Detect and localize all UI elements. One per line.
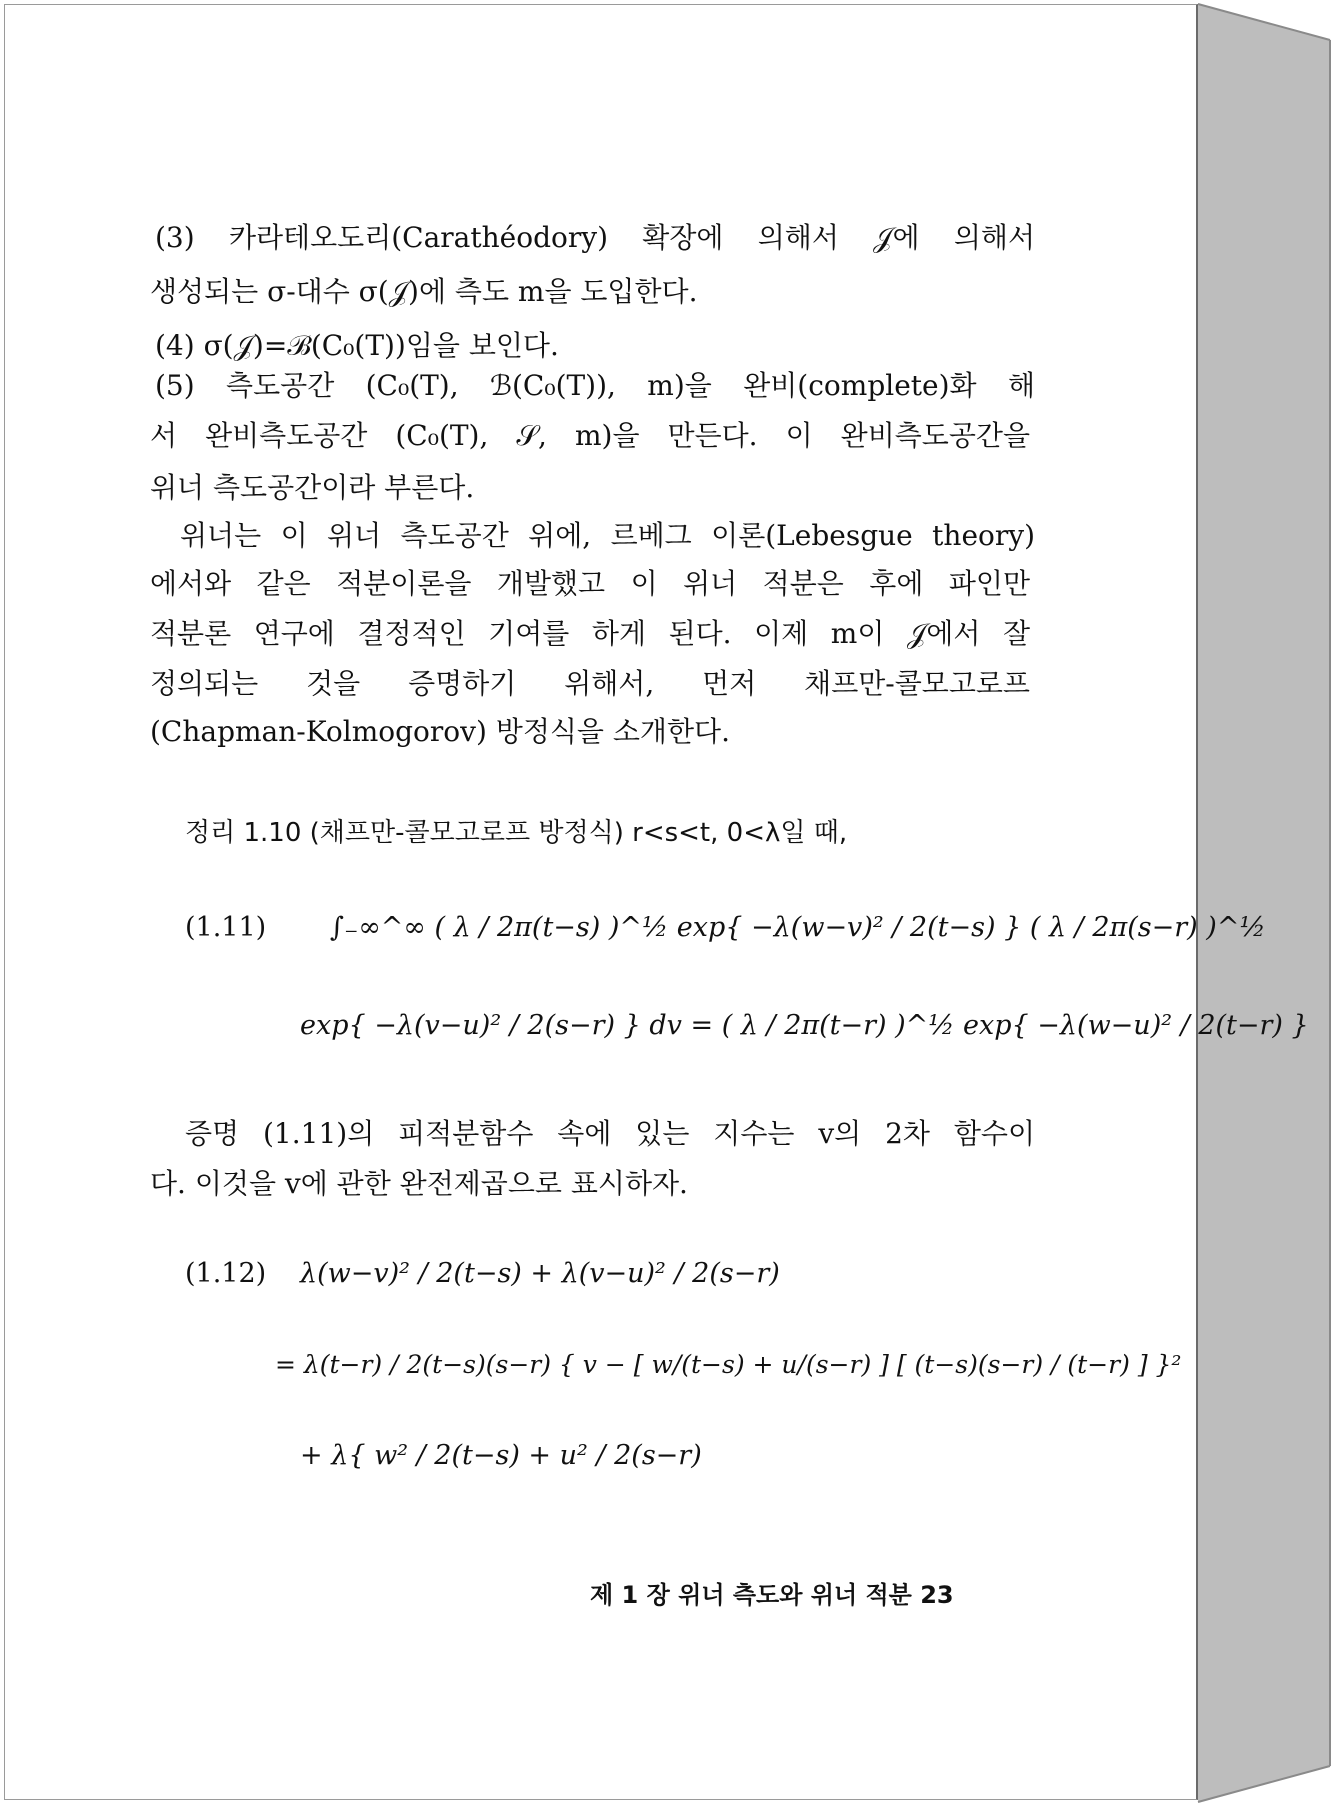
paragraph-line-4: (5) 측도공간 (C₀(T), ℬ(C₀(T)), m)을 완비(complete)화 해 [155,369,1035,402]
theorem-heading: 정리 1.10 (채프만-콜모고로프 방정식) r<s<t, 0<λ일 때, [185,818,848,848]
paragraph-line-10: 정의되는 것을 증명하기 위해서, 먼저 채프만-콜모고로프 [150,667,1030,700]
page-footer: 제 1 장 위너 측도와 위너 적분 23 [590,1581,954,1609]
equation-1-12-line-1: λ(w−v)² / 2(t−s) + λ(v−u)² / 2(s−r) [300,1258,780,1289]
paragraph-line-1: (3) 카라테오도리(Carathéodory) 확장에 의해서 𝒥에 의해서 [155,221,1035,254]
paragraph-line-6: 위너 측도공간이라 부른다. [150,471,475,504]
equation-1-12-line-3: + λ{ w² / 2(t−s) + u² / 2(s−r) [300,1440,702,1471]
equation-number-1-11: (1.11) [185,912,267,943]
paragraph-line-8: 에서와 같은 적분이론을 개발했고 이 위너 적분은 후에 파인만 [150,567,1030,600]
equation-1-12-line-2: = λ(t−r) / 2(t−s)(s−r) { v − [ w/(t−s) + u/(s−r) ] [ (t−s)(s−r) / (t−r) ] }² [275,1350,1182,1379]
proof-line-1: 증명 (1.11)의 피적분함수 속에 있는 지수는 v의 2차 함수이 [185,1117,1035,1150]
paragraph-line-11: (Chapman-Kolmogorov) 방정식을 소개한다. [150,715,730,748]
paragraph-line-9: 적분론 연구에 결정적인 기여를 하게 된다. 이제 m이 𝒥에서 잘 [150,617,1030,650]
book-page [4,4,1198,1800]
equation-1-11-line-2: exp{ −λ(v−u)² / 2(s−r) } dv = ( λ / 2π(t−r) )^½ exp{ −λ(w−u)² / 2(t−r) } [300,1010,1309,1041]
paragraph-line-3: (4) σ(𝒥)=ℬ(C₀(T))임을 보인다. [155,329,559,362]
paragraph-line-7: 위너는 이 위너 측도공간 위에, 르베그 이론(Lebesgue theory) [180,519,1035,552]
paragraph-line-2: 생성되는 σ-대수 σ(𝒥)에 측도 m을 도입한다. [150,275,698,308]
equation-1-11-line-1: ∫₋∞^∞ ( λ / 2π(t−s) )^½ exp{ −λ(w−v)² / 2(t−s) } ( λ / 2π(s−r) )^½ [330,912,1266,943]
paragraph-line-5: 서 완비측도공간 (C₀(T), 𝒮, m)을 만든다. 이 완비측도공간을 [150,419,1030,452]
equation-number-1-12: (1.12) [185,1258,267,1289]
proof-line-2: 다. 이것을 v에 관한 완전제곱으로 표시하자. [150,1167,688,1200]
